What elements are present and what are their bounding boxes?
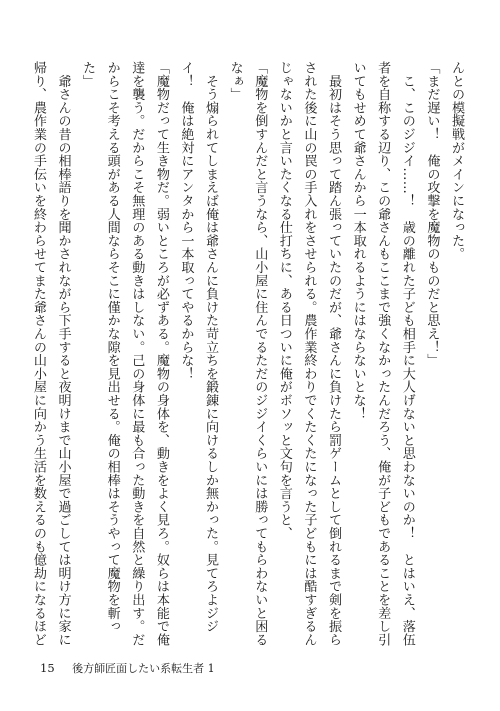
- text-line: された後に山の罠の手入れをさせられる。農作業終わりでくたくたになった子どもには酷すぎるん: [301, 61, 317, 647]
- text-line: イ！ 俺は絶対にアンタから一本取ってやるからな！: [178, 61, 194, 381]
- text-line: 爺さんの昔の相棒語りを聞かされながら下手すると夜明けまで山小屋で過ごしては明け方に家に: [55, 61, 71, 647]
- page-number: 15: [40, 661, 55, 675]
- text-line: なぁ」: [227, 61, 243, 101]
- text-line: そう煽られてしまえば俺は爺さんに負けた苛立ちを鍛錬に向けるしか無かった。見てろよジジ: [203, 61, 219, 633]
- text-line: じゃないかと言いたくなる仕打ちに、ある日ついに俺がボソッと文句を言うと、: [276, 61, 292, 540]
- text-line: 「まだ遅い！ 俺の攻撃を魔物のものだと思え！」: [424, 61, 440, 367]
- text-line: からこそ考える頭がある人間ならそこに僅かな隙を見出せる。俺の相棒はそうやって魔物を斬っ: [104, 61, 120, 633]
- text-line: た」: [80, 61, 96, 88]
- page-footer: [40, 661, 215, 676]
- body-text: [30, 61, 468, 647]
- text-line: 「魔物だって生き物だ。弱いところが必ずある。魔物の身体を、動きをよく見ろ。奴らは本能で俺: [153, 61, 169, 647]
- running-title: 後方師匠面したい系転生者 1: [72, 662, 215, 675]
- text-line: 達を襲う。だからこそ無理のある動きはしない。己の身体に最も合った動きを自然と繰り出す。だ: [129, 61, 145, 647]
- text-line: 「魔物を倒すんだと言うなら、山小屋に住んでるただのジジイくらいには勝ってもらわないと困る: [252, 61, 268, 647]
- text-line: こ、このジジイ……！ 歳の離れた子ども相手に大人げないと思わないのか！ とはいえ、落伍: [399, 61, 415, 647]
- text-line: 帰り、農作業の手伝いを終わらせてまた爺さんの山小屋に向かう生活を数えるのも億劫になるほど: [30, 61, 46, 647]
- text-line: 最初はそう思って踏ん張っていたのだが、爺さんに負けたら罰ゲームとして倒れるまで剣を振ら: [326, 61, 342, 647]
- text-line: んとの模擬戦がメインになった。: [449, 61, 464, 261]
- text-line: 者を自称する辺り、この爺さんもここまで強くなかったんだろう、俺が子どもであることを差し引: [375, 61, 391, 647]
- text-line: いてもせめて爺さんから一本取れるようにはならないとな！: [350, 61, 366, 421]
